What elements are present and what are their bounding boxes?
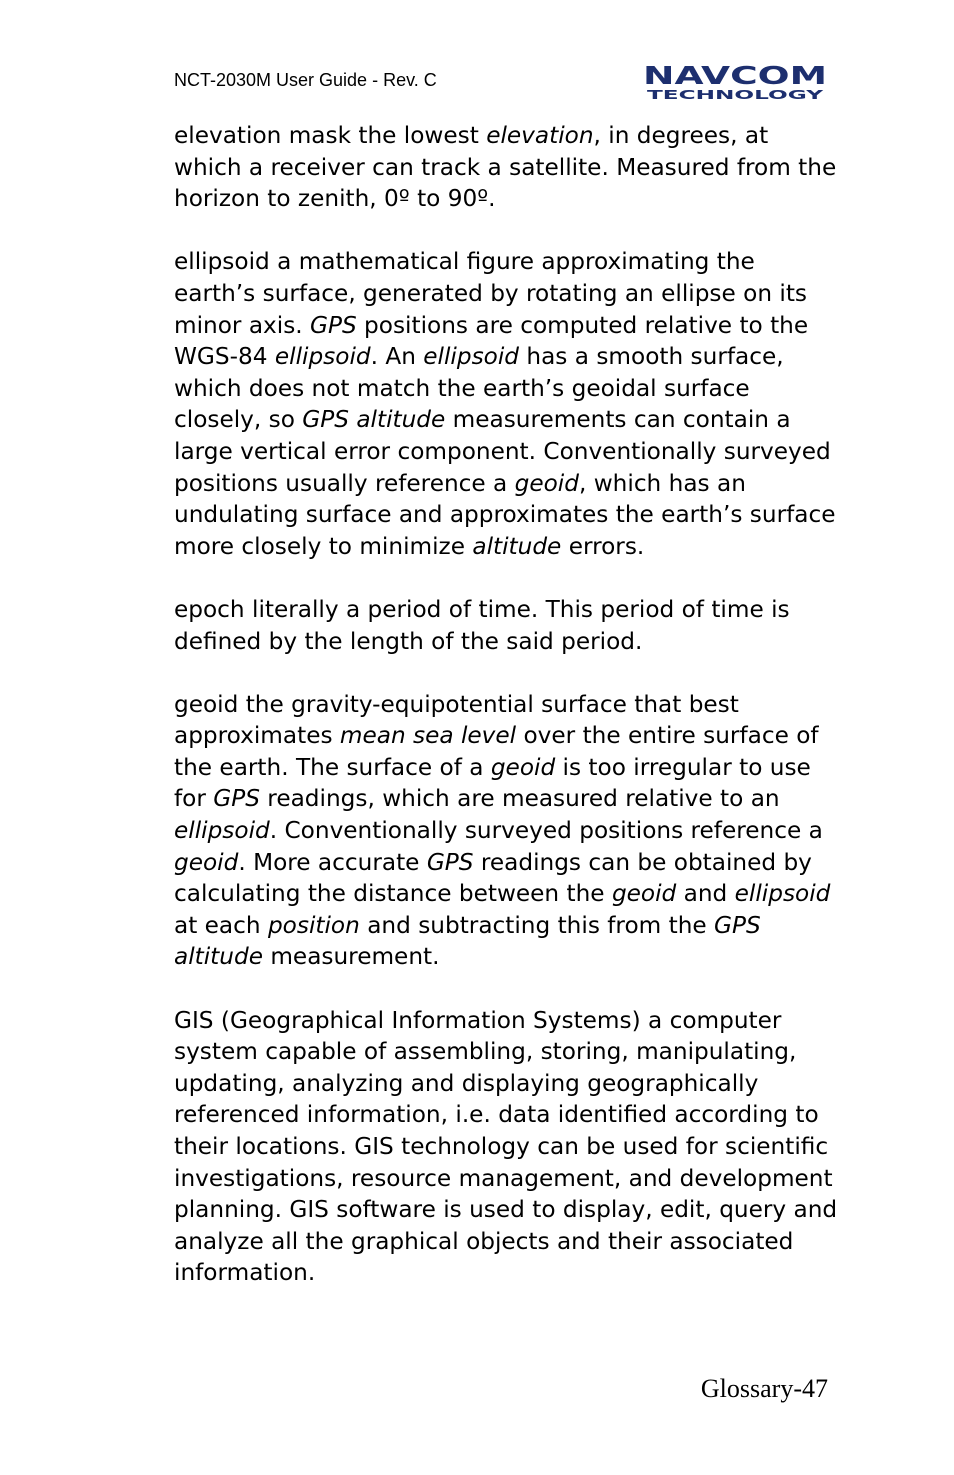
glossary-definition-text: has a smooth surface, which does not match the earth’s geoidal surface closely, so (174, 343, 784, 434)
glossary-definition-text: literally a period of time. This period of time is defined by the length of the said period. (174, 595, 790, 655)
glossary-definition-text: and subtracting this from the (359, 911, 715, 939)
navcom-technology-logo (640, 62, 830, 102)
glossary-definition-text: errors. (561, 532, 645, 560)
glossary-definition-text: . An (370, 343, 424, 371)
glossary-definition-text: is too irregular to use for (174, 753, 811, 813)
glossary-definition-text: . More accurate (238, 848, 427, 876)
glossary-definition-text: , which has an undulating surface and approximates the earth’s surface more closely to minimize (174, 469, 836, 560)
glossary-reference: geoid (490, 753, 556, 781)
glossary-definition-text: the lowest (351, 122, 487, 149)
glossary-definition-text: a mathematical figure approximating the earth’s surface, generated by rotating an ellipse on its minor axis. (174, 248, 808, 339)
glossary-term: epoch (174, 595, 245, 623)
glossary-reference: ellipsoid (274, 343, 371, 371)
glossary-reference: altitude (472, 532, 562, 560)
glossary-reference: elevation (486, 122, 594, 149)
glossary-definition-text: readings can be obtained by calculating the distance between the (174, 848, 812, 908)
glossary-entry (174, 594, 838, 657)
glossary-reference: GPS altitude (302, 406, 446, 434)
glossary-term: GIS (Geographical Information Systems) (174, 1006, 641, 1034)
glossary-content (174, 120, 838, 1321)
glossary-term: elevation mask (174, 122, 351, 149)
page-number: Glossary-47 (700, 1374, 828, 1403)
glossary-reference: ellipsoid (423, 343, 520, 371)
glossary-reference: GPS (310, 311, 357, 339)
glossary-definition-text: measurements can contain a large vertical error component. Conventionally surveyed positions usually reference a (174, 406, 831, 497)
glossary-reference: mean sea level (339, 722, 517, 750)
glossary-definition-text: at each (174, 911, 268, 939)
glossary-definition-text: positions are computed relative to the WGS-84 (174, 311, 809, 371)
glossary-reference: GPS (426, 848, 474, 876)
glossary-reference: geoid (611, 880, 677, 908)
glossary-entry (174, 1005, 838, 1289)
glossary-entry (174, 689, 838, 973)
svg-text:NAVCOM: NAVCOM (643, 62, 827, 90)
glossary-definition-text: the gravity-equipotential surface that best approximates (174, 690, 739, 750)
glossary-definition-text: . Conventionally surveyed positions reference a (269, 817, 823, 845)
glossary-term: geoid (174, 690, 239, 718)
glossary-definition-text: measurement. (262, 943, 440, 971)
glossary-definition-text: and (676, 880, 735, 908)
glossary-reference: geoid (174, 848, 239, 876)
glossary-reference: ellipsoid (174, 817, 270, 845)
glossary-reference: ellipsoid (734, 880, 831, 908)
glossary-definition-text: a computer system capable of assembling, storing, manipulating, updating, analyzing and displaying geographically referenced information, i.e. data identified according to their locations. GIS technology can be used for scientific investigations, resource management, and development planning. GIS software is used to display, edit, query and analyze all the graphical objects and their associated information. (174, 1006, 838, 1287)
glossary-term: ellipsoid (174, 248, 270, 276)
glossary-reference: GPS (213, 785, 260, 813)
document-header-title: NCT-2030M User Guide - Rev. C (174, 70, 437, 90)
glossary-reference: position (267, 911, 360, 939)
glossary-entry (174, 120, 838, 215)
svg-text:TECHNOLOGY: TECHNOLOGY (647, 88, 824, 102)
glossary-reference: GPS altitude (174, 911, 761, 971)
glossary-definition-text: over the entire surface of the earth. The surface of a (174, 722, 819, 781)
glossary-reference: geoid (514, 469, 579, 497)
glossary-definition-text: , in degrees, at which a receiver can track a satellite. Measured from the horizon to zenith, 0º to 90º. (174, 122, 837, 213)
glossary-entry (174, 246, 838, 562)
glossary-definition-text: readings, which are measured relative to an (259, 785, 780, 813)
